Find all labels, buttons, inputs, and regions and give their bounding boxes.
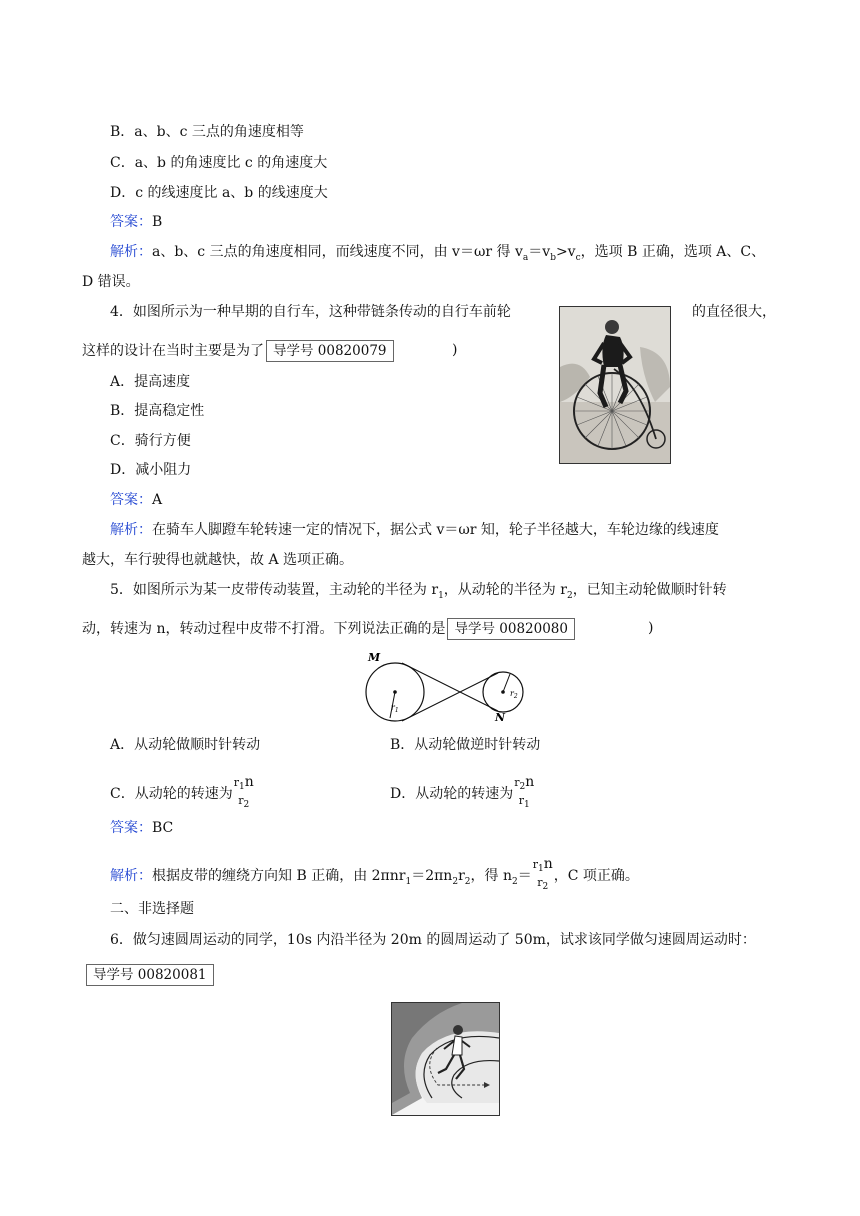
analysis-text: ，得 n bbox=[470, 868, 512, 885]
label-n: N bbox=[495, 711, 506, 722]
q5-option-a: A．从动轮做顺时针转动 bbox=[110, 737, 261, 753]
label-r1: $r_1$ bbox=[391, 703, 399, 714]
subscript: 1 bbox=[438, 590, 444, 601]
q4-stem-line-1b: 的直径很大， bbox=[692, 304, 776, 320]
q5-paren: ) bbox=[648, 620, 654, 636]
subscript: c bbox=[575, 252, 581, 263]
answer-label: 答案： bbox=[110, 492, 152, 508]
answer-value: B bbox=[152, 214, 163, 230]
q4-option-b: B．提高稳定性 bbox=[110, 403, 205, 419]
fraction-r2-over-r1: $r_2n$ $r_1$ bbox=[514, 774, 535, 811]
subscript: 1 bbox=[405, 876, 412, 887]
runner-illustration bbox=[392, 1003, 499, 1115]
analysis-text: ＝v bbox=[528, 244, 551, 260]
option-text: D．从动轮的转速为 bbox=[390, 786, 514, 803]
analysis-text: a、b、c 三点的角速度相同，而线速度不同，由 v＝ωr 得 v bbox=[152, 244, 523, 260]
q4-analysis-line-1 bbox=[110, 520, 719, 540]
answer-label: 答案： bbox=[110, 820, 152, 836]
q3-analysis-line-1 bbox=[110, 242, 765, 268]
subscript: 2 bbox=[464, 876, 471, 887]
stem-text: 这样的设计在当时主要是为了 bbox=[82, 343, 264, 359]
option-text: C．从动轮的转速为 bbox=[110, 786, 233, 803]
analysis-text: 在骑车人脚蹬车轮转速一定的情况下，据公式 v＝ωr 知，轮子半径越大，车轮边缘的线速度 bbox=[152, 522, 719, 538]
fraction-r1-over-r2: $r_1n$ $r_2$ bbox=[532, 856, 553, 893]
answer-value: A bbox=[152, 492, 163, 508]
fraction-r1-over-r2: $r_1n$ $r_2$ bbox=[233, 774, 254, 811]
subscript: 2 bbox=[511, 876, 518, 887]
question-code-box: 导学号 00820080 bbox=[447, 618, 575, 640]
stem-text: ，已知主动轮做顺时针转 bbox=[572, 582, 727, 598]
stem-text: ，从动轮的半径为 r bbox=[443, 582, 567, 598]
answer-label: 答案： bbox=[110, 214, 152, 230]
q5-answer bbox=[110, 818, 173, 838]
q4-answer bbox=[110, 490, 162, 510]
analysis-label: 解析： bbox=[110, 522, 152, 538]
analysis-text: ＝2πn bbox=[411, 868, 453, 885]
analysis-text: ，选项 B 正确，选项 A、C、 bbox=[580, 244, 766, 260]
answer-value: BC bbox=[152, 820, 174, 836]
q5-stem-line-1 bbox=[110, 580, 727, 606]
subscript: a bbox=[522, 252, 529, 263]
q4-option-c: C．骑行方便 bbox=[110, 433, 191, 449]
q3-analysis-line-2: D 错误。 bbox=[82, 274, 140, 290]
stem-text: 动，转速为 n，转动过程中皮带不打滑。下列说法正确的是 bbox=[82, 621, 446, 637]
q5-option-d bbox=[390, 776, 535, 812]
q3-answer bbox=[110, 212, 162, 232]
penny-farthing-photo bbox=[559, 306, 671, 464]
q6-code bbox=[84, 964, 216, 986]
analysis-label: 解析： bbox=[110, 868, 152, 885]
q5-analysis bbox=[110, 858, 639, 894]
q5-stem-line-2 bbox=[82, 618, 577, 640]
belt-drive-diagram bbox=[362, 650, 536, 722]
analysis-text: ＝ bbox=[517, 868, 532, 885]
q4-option-d: D．减小阻力 bbox=[110, 462, 192, 478]
analysis-label: 解析： bbox=[110, 244, 152, 260]
q3-option-d: D．c 的线速度比 a、b 的线速度大 bbox=[110, 185, 328, 201]
q3-option-b: B．a、b、c 三点的角速度相等 bbox=[110, 124, 304, 140]
question-code-box: 导学号 00820079 bbox=[266, 340, 394, 362]
analysis-text: >v bbox=[555, 244, 576, 260]
subscript: 2 bbox=[452, 876, 459, 887]
q4-stem-line-2 bbox=[82, 340, 396, 362]
stem-text: 5．如图所示为某一皮带传动装置，主动轮的半径为 r bbox=[110, 582, 439, 598]
analysis-text: r bbox=[458, 868, 465, 885]
q4-paren: ) bbox=[452, 342, 458, 358]
q4-analysis-line-2: 越大，车行驶得也就越快，故 A 选项正确。 bbox=[82, 552, 354, 568]
section-heading: 二、非选择题 bbox=[110, 901, 194, 917]
penny-farthing-illustration bbox=[560, 307, 670, 463]
analysis-text: ，C 项正确。 bbox=[553, 868, 639, 885]
label-m: M bbox=[368, 651, 381, 664]
label-r2: $r_2$ bbox=[510, 689, 518, 700]
q5-option-b: B．从动轮做逆时针转动 bbox=[390, 737, 541, 753]
q3-option-c: C．a、b 的角速度比 c 的角速度大 bbox=[110, 155, 328, 171]
q4-option-a: A．提高速度 bbox=[110, 374, 191, 390]
subscript: b bbox=[550, 252, 556, 263]
q6-stem: 6．做匀速圆周运动的同学，10s 内沿半径为 20m 的圆周运动了 50m，试求该同学做匀速圆周运动时： bbox=[110, 932, 756, 948]
q5-option-c bbox=[110, 776, 255, 812]
q4-stem-line-1a: 4．如图所示为一种早期的自行车，这种带链条传动的自行车前轮 bbox=[110, 304, 511, 320]
runner-picture bbox=[391, 1002, 500, 1116]
question-code-box: 导学号 00820081 bbox=[86, 964, 214, 986]
analysis-text: 根据皮带的缠绕方向知 B 正确，由 2πnr bbox=[152, 868, 406, 885]
subscript: 2 bbox=[566, 590, 573, 601]
